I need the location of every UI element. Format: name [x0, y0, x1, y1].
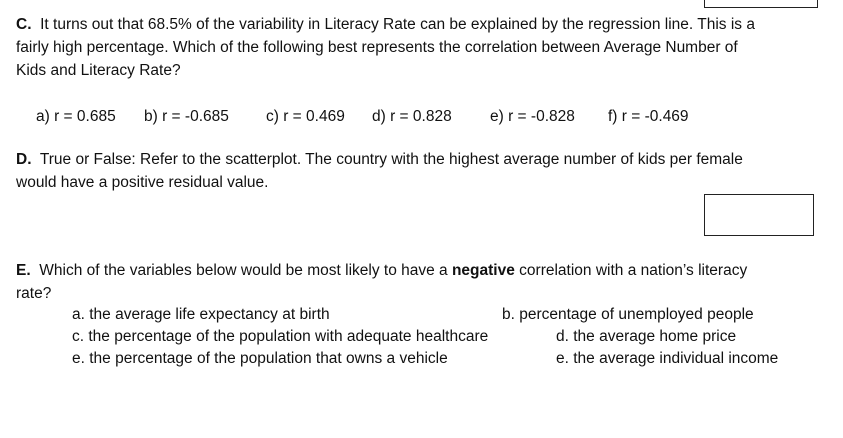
- option-e-vehicle: e. the percentage of the population that owns a vehicle: [72, 350, 448, 367]
- question-e-text-pre: Which of the variables below would be most likely to have a: [39, 262, 448, 279]
- question-d-line1: [16, 149, 743, 171]
- question-c-text1: It turns out that 68.5% of the variability in Literacy Rate can be explained by the regression line. This is a: [40, 16, 755, 33]
- question-c-label: C.: [16, 16, 32, 33]
- option-e-income: e. the average individual income: [556, 350, 779, 367]
- question-e-line1: [16, 260, 747, 282]
- question-e-text-post: correlation with a nation’s literacy: [519, 262, 748, 279]
- question-e-text-bold: negative: [451, 262, 515, 279]
- question-c-line1: [16, 14, 755, 36]
- answer-box-c[interactable]: [704, 0, 818, 8]
- option-d: d. the average home price: [556, 328, 737, 345]
- option-c: c. the percentage of the population with adequate healthcare: [72, 328, 489, 345]
- choice-f: f) r = -0.469: [608, 108, 689, 125]
- question-c-line3: Kids and Literacy Rate?: [16, 62, 181, 79]
- question-d-line2: would have a positive residual value.: [16, 174, 269, 191]
- choice-d: d) r = 0.828: [372, 108, 452, 125]
- question-e-line2: rate?: [16, 285, 52, 302]
- question-d-text1: True or False: Refer to the scatterplot. The country with the highest average number of kids per female: [39, 151, 743, 168]
- question-c-line2: fairly high percentage. Which of the following best represents the correlation between Average Number of: [16, 39, 738, 56]
- answer-box-d[interactable]: [704, 194, 814, 236]
- option-a: a. the average life expectancy at birth: [72, 306, 330, 323]
- choice-e: e) r = -0.828: [490, 108, 575, 125]
- choice-b: b) r = -0.685: [144, 108, 229, 125]
- question-e-label: E.: [16, 262, 31, 279]
- choice-c: c) r = 0.469: [266, 108, 345, 125]
- question-d-label: D.: [16, 151, 32, 168]
- option-b: b. percentage of unemployed people: [502, 306, 754, 323]
- choice-a: a) r = 0.685: [36, 108, 116, 125]
